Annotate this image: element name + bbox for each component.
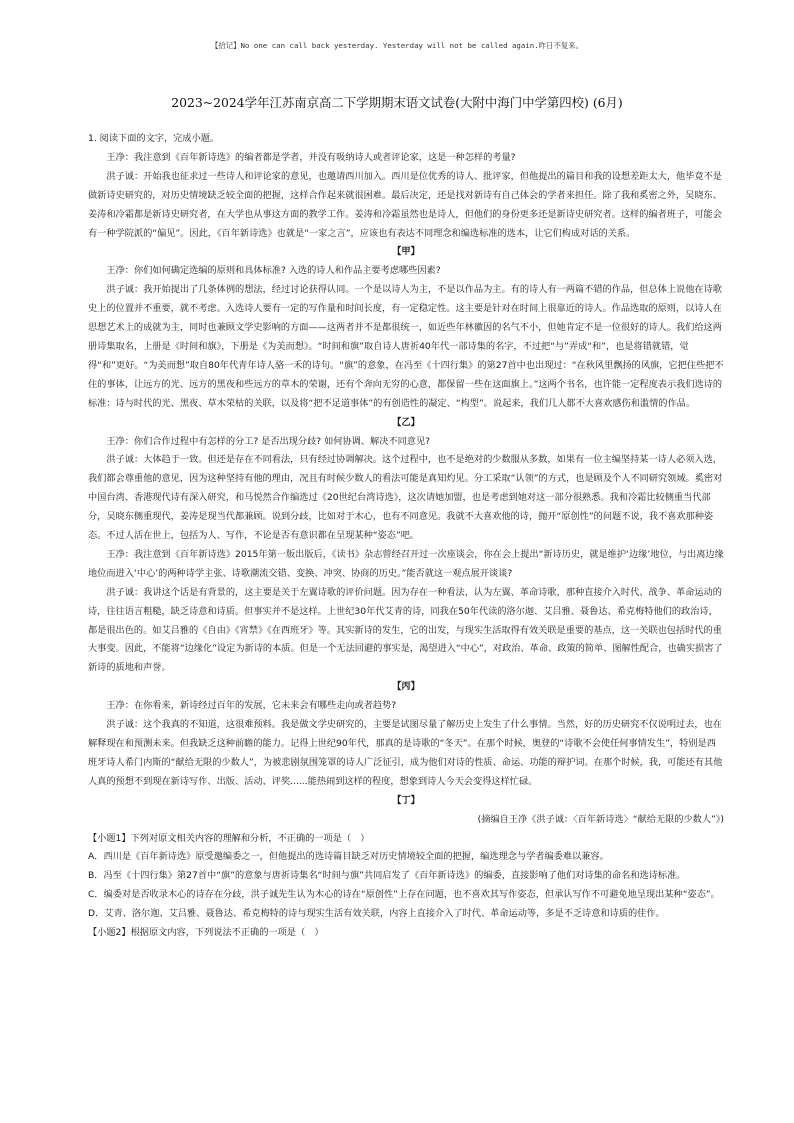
- section-heading-bing: 【丙】: [392, 681, 420, 693]
- document-body: [88, 130, 724, 943]
- interview-paragraph: 洪子诚：我讲这个话是有背景的，这主要是关于左翼诗歌的评价问题。因为存在一种看法，认为左翼、革命诗歌，那种直接介入时代、战争、革命运动的诗，往往语言粗糙，缺乏诗意和诗质。但事实并不是这样。上世纪30年代艾青的诗，同我在50年代读的洛尔迦、艾吕雅、聂鲁达、希克梅特他们的政治诗，都是很出色的。如艾吕雅的《自由》《宵禁》《在西班牙》等。其实新诗的发生，它的出发，与现实生活取得有效关联是重要的基点，这一关联也包括时代的重大事变。因此，不能将“边缘化”设定为新诗的本质。但是一个无法回避的事实是，渴望进入“中心”，对政治、革命、政策的简单、图解性配合，也确实损害了新诗的质地和声誉。: [88, 586, 723, 674]
- question-1-stem: 【小题1】下列对原文相关内容的理解和分析，不正确的一项是（ ）: [88, 832, 370, 844]
- question-1-option-d: D．艾青、洛尔迦、艾吕雅、聂鲁达、希克梅特的诗与现实生活有效关联，内容上直接介入了时代、革命运动等，多是不乏诗意和诗质的佳作。: [88, 908, 665, 920]
- question-1-option-b: B．冯至《十四行集》第27首中“旗”的意象与唐祈诗集名“时间与旗”共同启发了《百年新诗选》的编委，直接影响了他们对诗集的命名和选诗标准。: [88, 870, 686, 882]
- interview-paragraph: 王净：我注意到《百年新诗选》的编者都是学者，并没有吸纳诗人或者评论家，这是一种怎样的考量?: [106, 151, 516, 163]
- interview-paragraph: 洪子诚：这个我真的不知道，这很难预料。我是做文学史研究的，主要是试图尽量了解历史上发生了什么事情。当然，好的历史研究不仅说明过去，也在解释现在和预测未来。但我缺乏这种前瞻的能力。记得上世纪90年代，那真的是诗歌的“冬天”。在那个时候，奥登的“诗歌不会使任何事情发生”，特别是西班牙诗人希门内斯的“献给无限的少数人”，为被悲剧氛围笼罩的诗人广泛征引，成为他们对诗的性质、命运、功能的辩护词。在那个时候，我，可能还有其他人真的预想不到现在新诗写作、出版、活动、评奖......能热闹到这样的程度，想象到诗人今天会变得这样忙碌。: [88, 719, 723, 787]
- section-heading-ding: 【丁】: [392, 794, 420, 806]
- source-citation: (摘编自王净《洪子诚：〈百年新诗选〉“献给无限的少数人”》): [477, 813, 724, 825]
- exam-title: 2023~2024学年江苏南京高二下学期期末语文试卷(大附中海门中学第四校) (6月): [171, 95, 623, 110]
- page-banner: 【拾记】No one can call back yesterday. Yesterday will not be called again.昨日不复来。: [210, 41, 584, 50]
- question-instruction: 1. 阅读下面的文字，完成小题。: [88, 133, 220, 144]
- question-2-stem: 【小题2】根据原文内容，下列说法不正确的一项是（ ）: [88, 927, 324, 939]
- interview-paragraph: 洪子诚：我开始提出了几条体例的想法，经过讨论获得认同。一个是以诗人为主，不是以作品为主。有的诗人有一两篇不错的作品，但总体上说他在诗歌史上的位置并不重要，就不考虑。入选诗人要有一定的写作量和时间长度，有一定稳定性。这主要是针对在时间上很靠近的诗人。作品选取的原则，以诗人在思想艺术上的成就为主，同时也兼顾文学史影响的方面——这两者并不是都很统一，如近些年林徽因的名气不小，但她肯定不是一位很好的诗人。我们给这两册诗集取名，上册是《时间和旗》，下册是《为美而想》。“时间和旗”取自诗人唐祈40年代一部诗集的名字，不过把“与”弄成“和”，也是将错就错，觉得“和”更好。“为美而想”取自80年代青年诗人骆一禾的诗句。“旗”的意象，在冯至《十四行集》的第27首中也出现过：“在秋风里飘扬的风旗，它把住些把不住的事体，让远方的光、远方的黑夜和些远方的草木的荣谢，还有个奔向无穷的心意，都保留一些在这面旗上。”这两个书名，也许能一定程度表示我们选诗的标准：诗与时代的光、黑夜、草木荣枯的关联，以及将“把不足道事体”的有创造性的凝定、“构型”。说起来，我们几人都不大喜欢感伤和滥情的作品。: [88, 284, 724, 409]
- interview-paragraph: 王净：我注意到《百年新诗选》2015年第一版出版后，《读书》杂志曾经召开过一次座谈会，你在会上提出“新诗历史，就是维护‘边缘’地位，与出离边缘地位而进入‘中心’的两种诗学主张、诗歌潮流交错、变换、冲突、协商的历史。”能否就这一观点展开谈谈?: [88, 548, 724, 579]
- interview-paragraph: 洪子诚：开始我也征求过一些诗人和评论家的意见，也邀请西川加入。西川是位优秀的诗人、批评家，但他提出的篇目和我的设想差距太大，他毕竟不是做新诗史研究的，对历史情境缺乏较全面的把握，这样合作起来就很困难。最后决定，还是找对新诗有自己体会的学者来担任。除了我和奚密之外，吴晓东、姜涛和冷霜都是新诗史研究者，在大学也从事这方面的教学工作。姜涛和冷霜虽然也是诗人，但他们的身份更多还是新诗史研究者。这样的编者班子，可能会有一种学院派的“偏见”。因此，《百年新诗选》也就是“一家之言”，应该也有表达不同理念和编选标准的选本，让它们构成对话的关系。: [88, 170, 722, 239]
- interview-paragraph: 王净：你们合作过程中有怎样的分工? 是否出现分歧? 如何协调、解决不同意见?: [106, 435, 431, 447]
- section-heading-jia: 【甲】: [392, 246, 420, 258]
- interview-paragraph: 王净：在你看来，新诗经过百年的发展，它未来会有哪些走向或者趋势?: [106, 700, 397, 712]
- interview-paragraph: 王净：你们如何确定选编的原则和具体标准? 入选的诗人和作品主要考虑哪些因素?: [106, 265, 441, 277]
- interview-paragraph: 洪子诚：大体趋于一致。但还是存在不同看法，只有经过协调解决。这个过程中，也不是绝对的少数服从多数，如果有一位主编坚持某一诗人必须入选，我们都会尊重他的意见，因为这种坚持有他的理由，况且有时候少数人的看法可能是真知灼见。分工采取“认领”的方式，也是顾及个人不同研究领域。奚密对中国台湾、香港现代诗有深入研究，和马悦然合作编选过《20世纪台湾诗选》，这次请她加盟，也是考虑到她对这一部分很熟悉。我和冷霜比较侧重当代部分，吴晓东侧重现代，姜涛是现当代都兼顾。说到分歧，比如对于木心，也有不同意见。我就不大喜欢他的诗，抛开“原创性”的问题不说，我不喜欢那种姿态。不过人活在世上，包括为人、写作，不论是否有意识都在呈现某种“姿态”吧。: [88, 454, 723, 542]
- question-1-option-c: C．编委对是否收录木心的诗存在分歧，洪子诚先生认为木心的诗在“原创性”上存在问题，也不喜欢其写作姿态，但承认写作不可避免地呈现出某种“姿态”。: [88, 889, 720, 901]
- section-heading-yi: 【乙】: [392, 416, 420, 428]
- question-1-option-a: A．西川是《百年新诗选》原受邀编委之一，但他提出的选诗篇目缺乏对历史情境较全面的把握，编选理念与学者编委难以兼容。: [88, 851, 609, 863]
